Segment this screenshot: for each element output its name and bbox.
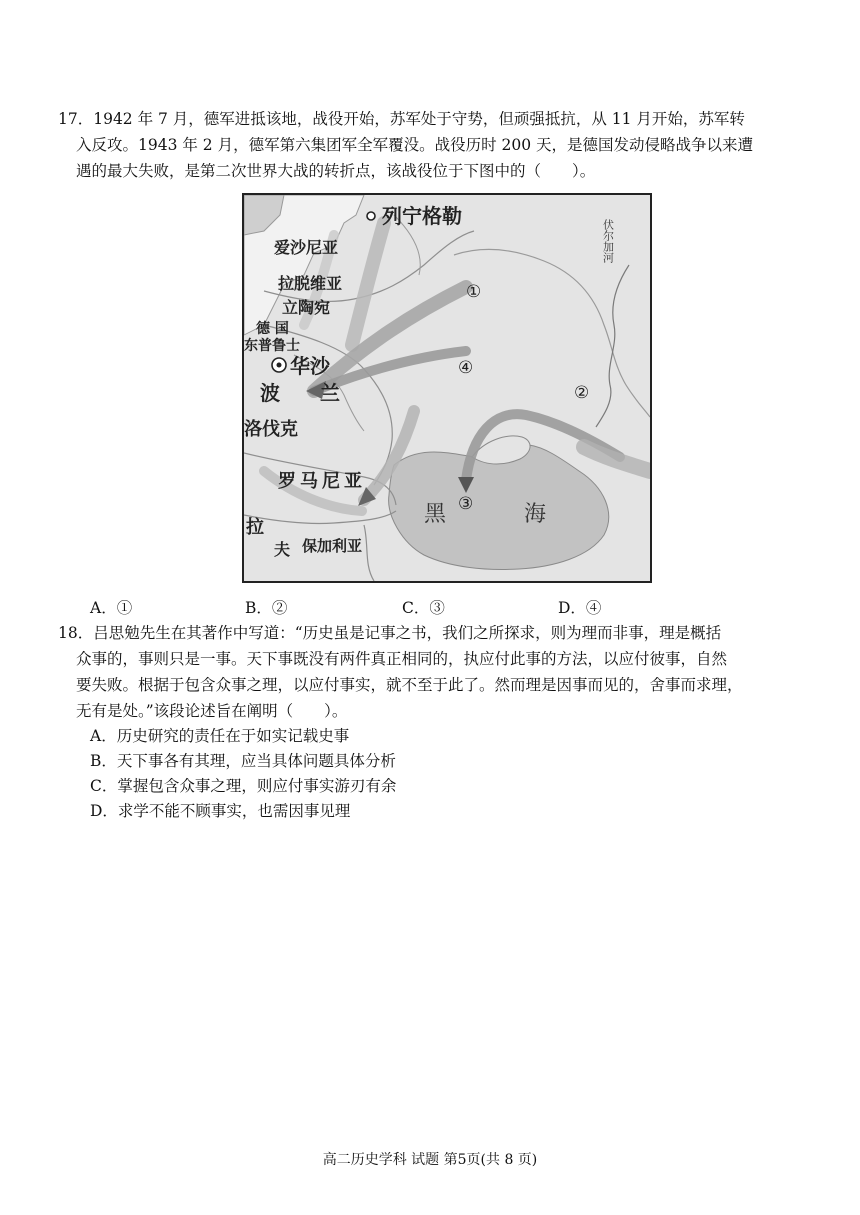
label-slovakia: 洛伐克 <box>244 419 298 440</box>
q17-line-1: 17．1942 年 7 月，德军进抵该地，战役开始，苏军处于守势，但顽强抵抗，从 11 月开始，苏军转 <box>58 110 745 128</box>
q17-line-3: 遇的最大失败，是第二次世界大战的转折点，该战役位于下图中的（ ）。 <box>76 162 596 180</box>
q18-line-3: 要失败。根据于包含众事之理，以应付事实，就不至于此了。然而理是因事而见的，舍事而求理， <box>76 676 743 694</box>
label-latvia: 拉脱维亚 <box>278 274 343 293</box>
q17-option-a[interactable]: A．① <box>90 599 133 617</box>
label-east-prussia: 东普鲁士 <box>244 338 300 354</box>
label-yugo-2: 夫 <box>274 540 291 559</box>
label-volga: 伏尔加河 <box>601 219 615 263</box>
label-bulgaria: 保加利亚 <box>302 537 363 555</box>
q18-line-1: 18．吕思勉先生在其著作中写道：“历史虽是记事之书，我们之所探求，则为理而非事，理是概括 <box>58 624 722 642</box>
label-yugo-1: 拉 <box>246 517 264 538</box>
q18-option-a[interactable]: A．历史研究的责任在于如实记载史事 <box>90 727 350 745</box>
label-leningrad: 列宁格勒 <box>382 204 462 228</box>
label-estonia: 爱沙尼亚 <box>274 238 339 257</box>
label-lithuania: 立陶宛 <box>282 298 331 317</box>
q17-line-2: 入反攻。1943 年 2 月，德军第六集团军全军覆没。战役历时 200 天，是德国发动侵略战争以来遭 <box>76 136 754 154</box>
q18-option-c[interactable]: C．掌握包含众事之理，则应付事实游刃有余 <box>90 777 397 795</box>
q17-option-c[interactable]: C．③ <box>402 599 445 617</box>
label-germany: 德 国 <box>256 321 289 337</box>
marker-1: ① <box>466 282 482 302</box>
label-romania: 罗马尼亚 <box>278 471 366 492</box>
label-poland-1: 波 <box>260 381 280 405</box>
q17-options <box>0 595 860 621</box>
marker-2: ② <box>574 383 590 403</box>
marker-4: ④ <box>458 358 474 378</box>
marker-3: ③ <box>458 494 474 514</box>
ww2-eastern-front-map <box>242 193 652 583</box>
label-black-sea-1: 黑 <box>424 502 447 527</box>
q18-line-2: 众事的，事则只是一事。天下事既没有两件真正相同的，执应付此事的方法，以应付彼事，自然 <box>76 650 728 668</box>
label-warsaw: 华沙 <box>290 354 330 378</box>
q17-option-b[interactable]: B．② <box>245 599 288 617</box>
label-black-sea-2: 海 <box>524 502 547 527</box>
q18-line-4: 无有是处。”该段论述旨在阐明（ ）。 <box>76 702 348 720</box>
q17-option-d[interactable]: D．④ <box>558 599 602 617</box>
page-footer: 高二历史学科 试题 第5页(共 8 页) <box>322 1152 538 1168</box>
q18-option-d[interactable]: D．求学不能不顾事实，也需因事见理 <box>90 802 351 820</box>
q18-option-b[interactable]: B．天下事各有其理，应当具体问题具体分析 <box>90 752 396 770</box>
label-poland-2: 兰 <box>320 381 340 405</box>
